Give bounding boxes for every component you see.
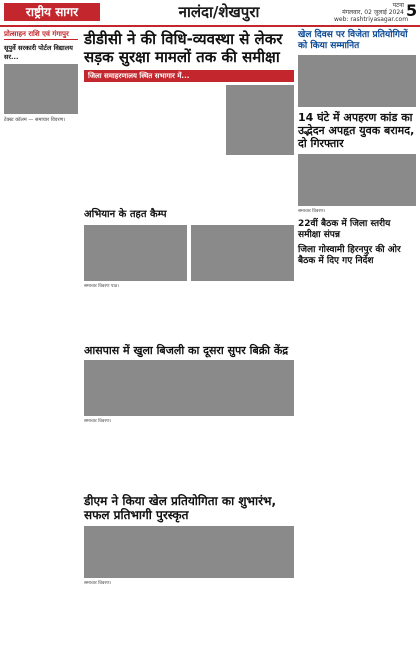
right-headline-3: जिला गोस्वामी हिरनपुर की ओर बैठक में दिए गए निर्देश [298, 244, 401, 266]
main-mid-photos [84, 225, 294, 281]
masthead-meta [334, 2, 409, 23]
row2-photo [84, 360, 294, 416]
main-mid-photo-1 [84, 225, 187, 281]
right-text: समाचार विवरण। [298, 209, 326, 214]
right-column [298, 30, 416, 654]
section-title: नालंदा/शेखपुरा [178, 3, 260, 21]
left-topic: प्रोत्साहन राशि एवं गंगापुर [4, 30, 78, 40]
main-mid-head: अभियान के तहत कैम्प [84, 209, 167, 220]
main-textcol-2 [155, 85, 223, 205]
meta-date: मंगलवार, 02 जुलाई 2024 [342, 9, 404, 16]
main-redbar: जिला समाहरणालय स्थित सभागार में... [84, 70, 294, 82]
right-photo-2 [298, 154, 416, 206]
right-headline: 14 घंटे में अपहरण कांड का उद्भेदन अपहृत युवक बरामद, दो गिरफ्तार [298, 111, 415, 150]
section-band [104, 3, 334, 21]
header-divider [0, 25, 420, 27]
brand-title: राष्ट्रीय सागर [4, 3, 100, 21]
row2-text: समाचार विवरण। [84, 419, 112, 424]
page-header [0, 0, 420, 26]
main-photo [226, 85, 294, 155]
left-headline: सूपुर्वे सरकारी पोर्टल विद्यालय सर... [4, 44, 73, 61]
meta-city: पटना [392, 2, 404, 9]
bottom-text: समाचार विवरण। [84, 581, 112, 586]
row2-story [84, 344, 294, 484]
row2-headline: आसपास में खुला बिजली का दूसरा सुपर बिक्री केंद्र [84, 344, 289, 357]
page-number: 5 [406, 1, 418, 20]
footer-note [84, 646, 294, 654]
bottom-story [84, 494, 294, 654]
right-blue-headline: खेल दिवस पर विजेता प्रतियोगियों को किया सम्मानित [298, 30, 408, 51]
main-mid-photo-2 [191, 225, 294, 281]
bottom-photo [84, 526, 294, 578]
meta-site: web: rashtriyasagar.com [334, 16, 409, 23]
bottom-headline: डीएम ने किया खेल प्रतियोगिता का शुभारंभ, सफल प्रतिभागी पुरस्कृत [84, 494, 276, 522]
right-photo-1 [298, 55, 416, 107]
left-text: टेक्स्ट कॉलम — समाचार विवरण। [4, 117, 66, 123]
right-headline-2: 22वीं बैठक में जिला स्तरीय समीक्षा संपन्न [298, 218, 391, 240]
left-photo [4, 64, 78, 114]
main-mid-text: समाचार विवरण पाठ। [84, 284, 119, 289]
main-body [84, 85, 294, 205]
main-textcol-1 [84, 85, 152, 205]
left-sidebar [4, 30, 78, 654]
main-headline: डीडीसी ने की विधि-व्यवस्था से लेकर सड़क सुरक्षा मामलों तक की समीक्षा [84, 30, 283, 66]
